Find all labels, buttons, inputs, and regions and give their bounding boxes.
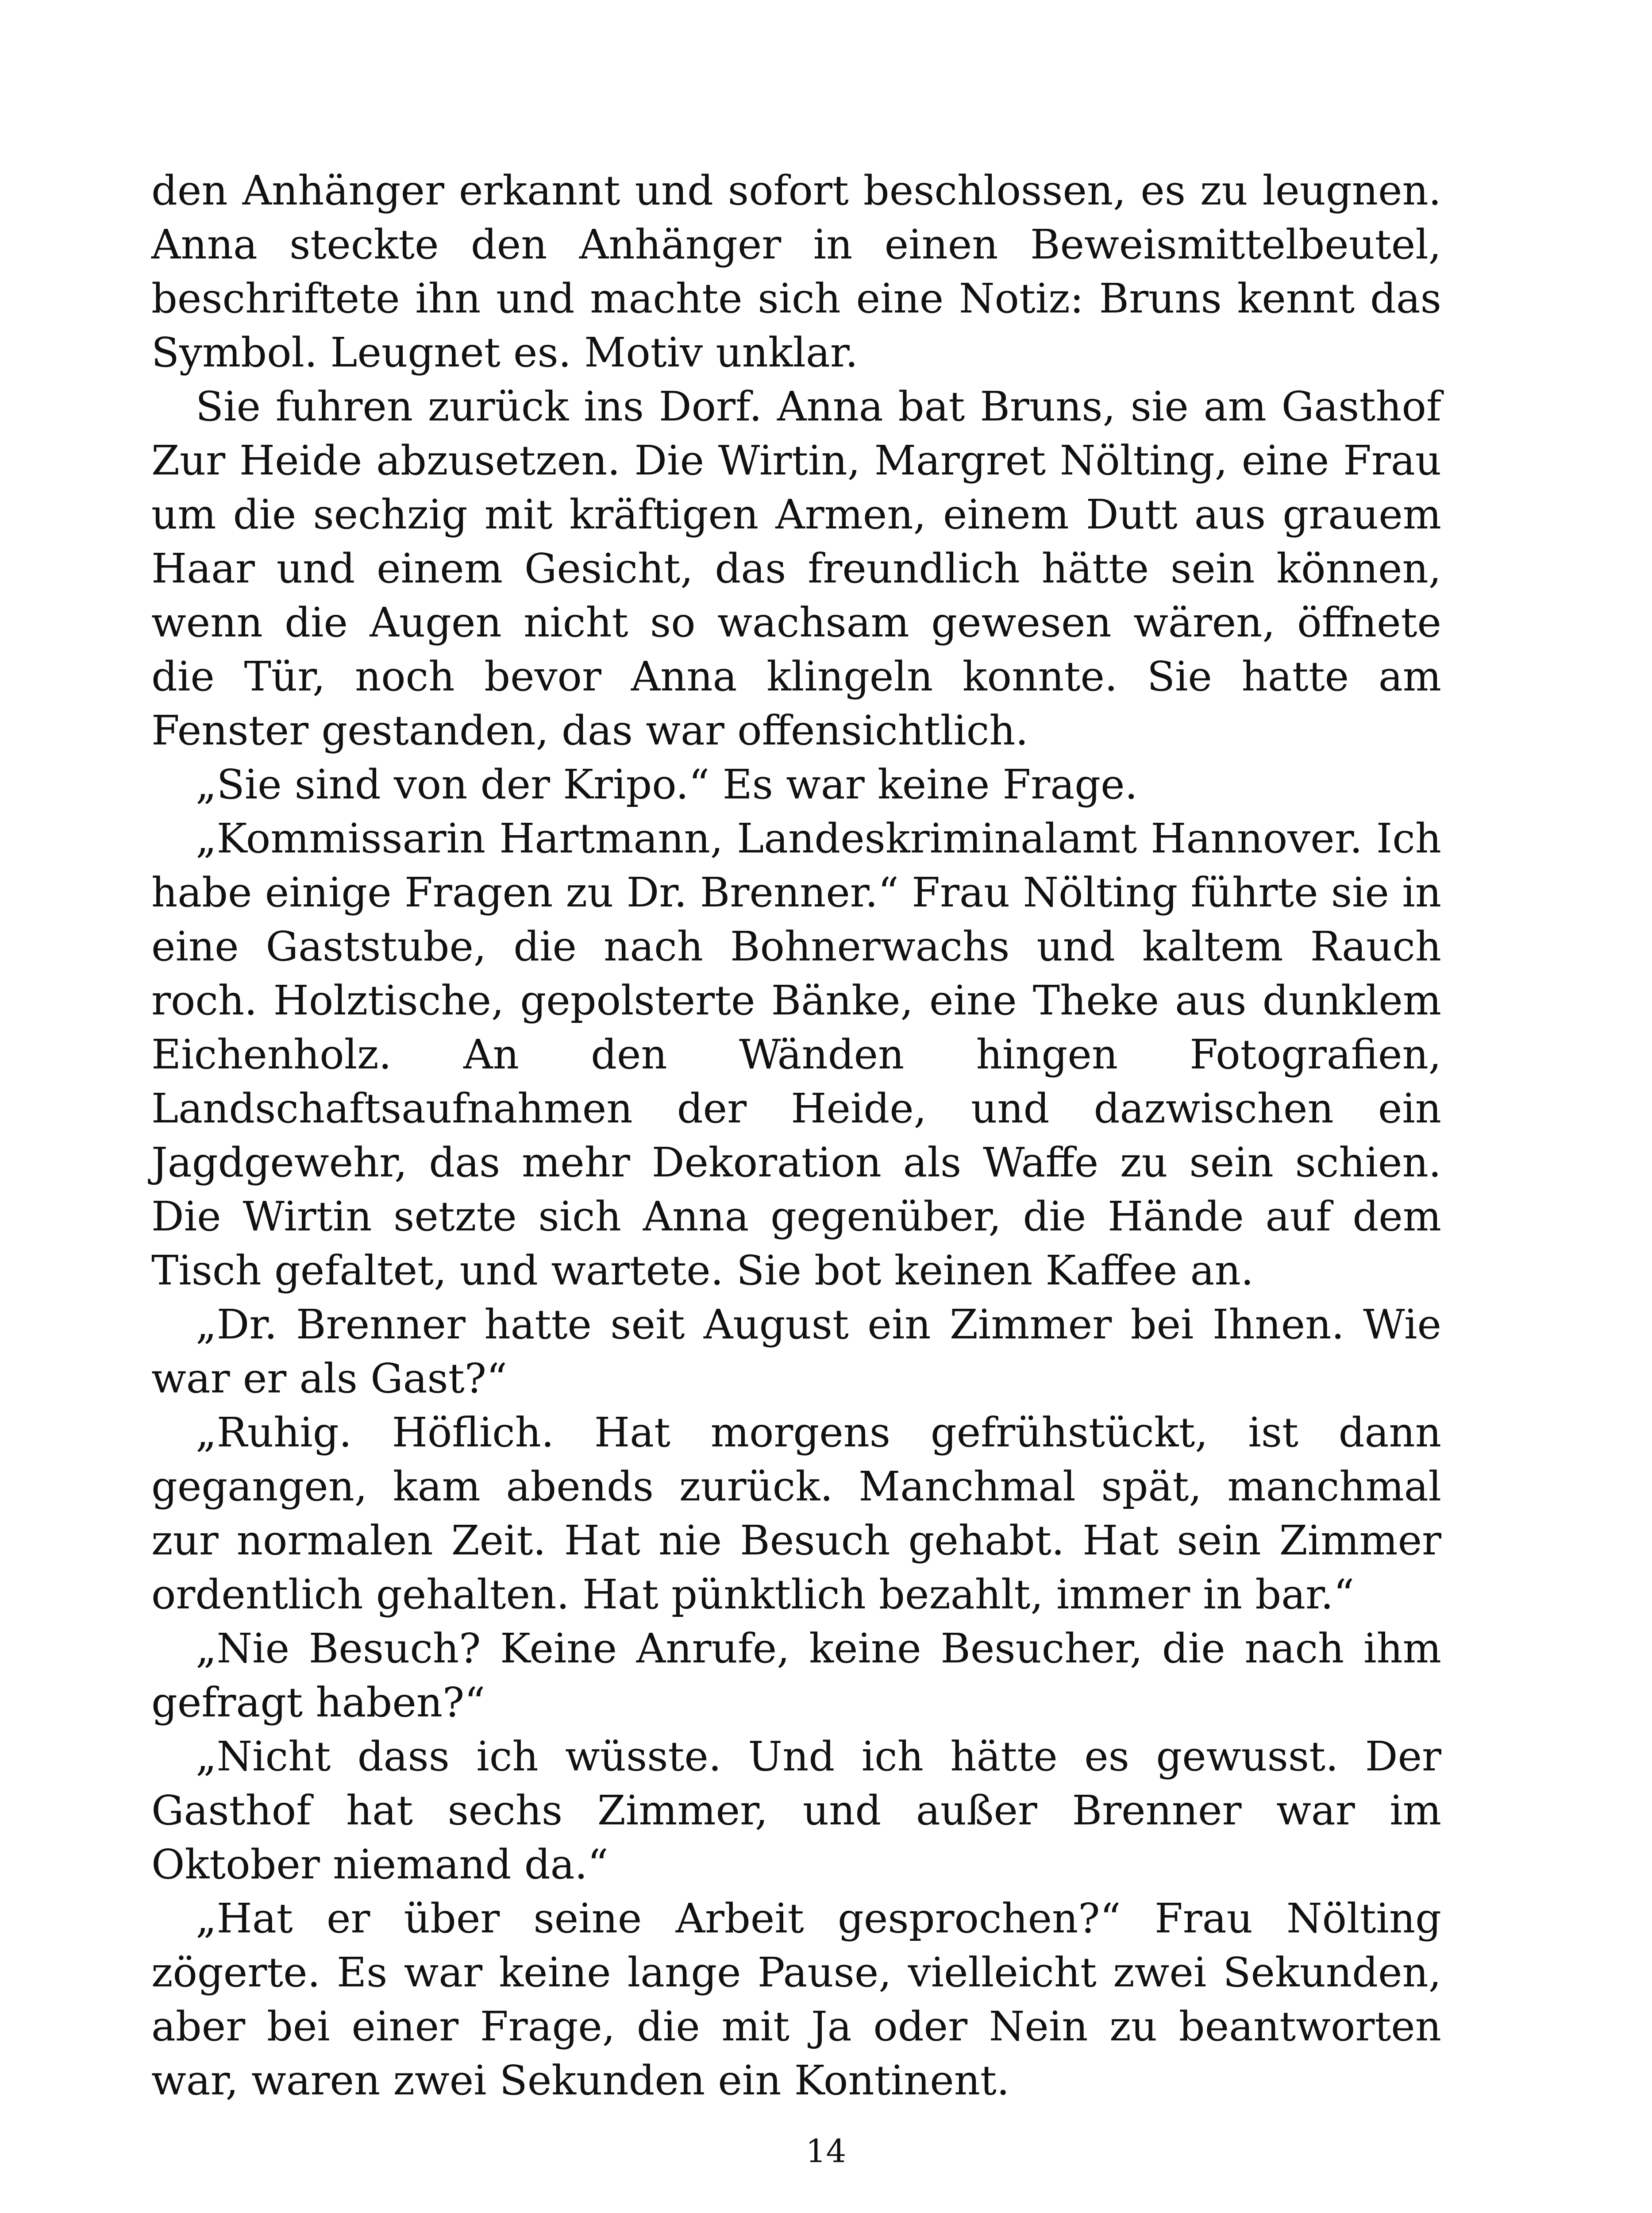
paragraph: „Sie sind von der Kripo.“ Es war keine Frage.	[196, 761, 1138, 808]
paragraph: „Hat er über seine Arbeit gesprochen?“ Frau Nölting zögerte. Es war keine lange Pause, vielleicht zwei Sekunden, aber bei einer Frage, die mit Ja oder Nein zu beantworten war, waren zwei Sekunden ein Kontinent.	[151, 1895, 1441, 2104]
paragraph-continuation: den Anhänger erkannt und sofort beschlossen, es zu leugnen. Anna steckte den Anhänger in einen Beweismittelbeutel, beschriftete ihn und machte sich eine Notiz: Bruns kennt das Symbol. Leugnet es. Motiv unklar.	[151, 167, 1441, 376]
body-text	[151, 164, 1441, 2108]
paragraph: „Dr. Brenner hatte seit August ein Zimmer bei Ihnen. Wie war er als Gast?“	[151, 1301, 1441, 1402]
page-number: 14	[805, 2132, 847, 2170]
paragraph: „Kommissarin Hartmann, Landeskriminalamt Hannover. Ich habe einige Fragen zu Dr. Brenner.“ Frau Nölting führte sie in eine Gaststube, die nach Bohnerwachs und kaltem Rauch roch. Holztische, gepolsterte Bänke, eine Theke aus dunklem Eichenholz. An den Wänden hingen Fotografien, Landschaftsaufnahmen der Heide, und dazwischen ein Jagdgewehr, das mehr Dekoration als Waffe zu sein schien. Die Wirtin setzte sich Anna gegenüber, die Hände auf dem Tisch gefaltet, und wartete. Sie bot keinen Kaffee an.	[151, 815, 1441, 1294]
paragraph: „Nicht dass ich wüsste. Und ich hätte es gewusst. Der Gasthof hat sechs Zimmer, und außer Brenner war im Oktober niemand da.“	[151, 1733, 1441, 1888]
paragraph: „Ruhig. Höflich. Hat morgens gefrühstückt, ist dann gegangen, kam abends zurück. Manchmal spät, manchmal zur normalen Zeit. Hat nie Besuch gehabt. Hat sein Zimmer ordentlich gehalten. Hat pünktlich bezahlt, immer in bar.“	[151, 1409, 1441, 1618]
paragraph: Sie fuhren zurück ins Dorf. Anna bat Bruns, sie am Gasthof Zur Heide abzusetzen. Die Wirtin, Margret Nölting, eine Frau um die sechzig mit kräftigen Armen, einem Dutt aus grauem Haar und einem Gesicht, das freundlich hätte sein können, wenn die Augen nicht so wachsam gewesen wären, öffnete die Tür, noch bevor Anna klingeln konnte. Sie hatte am Fenster gestanden, das war offensichtlich.	[151, 383, 1441, 754]
paragraph: „Nie Besuch? Keine Anrufe, keine Besucher, die nach ihm gefragt haben?“	[151, 1625, 1441, 1726]
